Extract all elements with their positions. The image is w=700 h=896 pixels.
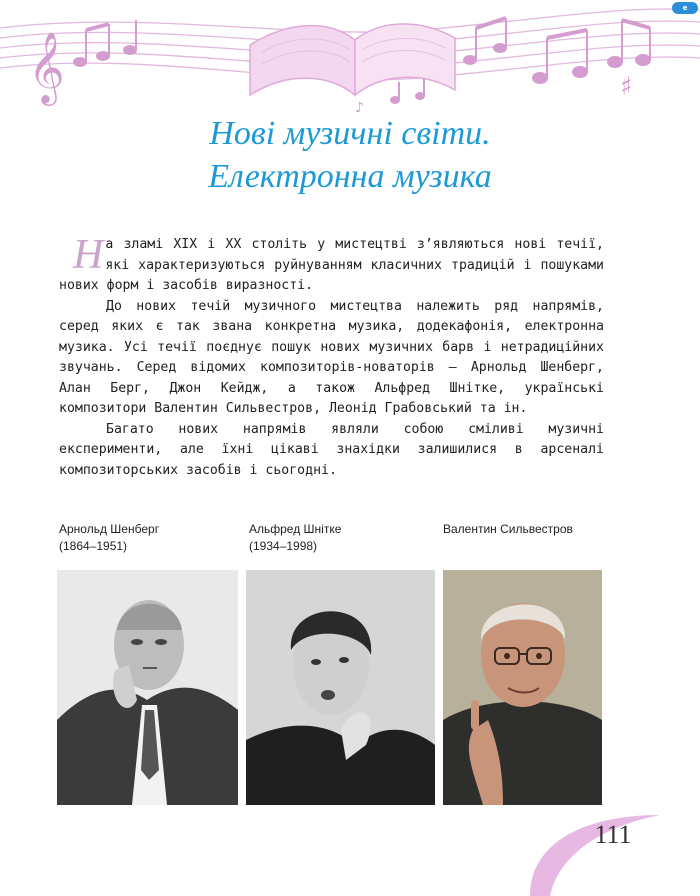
caption-name: Альфред Шнітке [249, 522, 342, 536]
caption-silvestrov [443, 521, 573, 538]
schnittke-portrait-photo [246, 570, 435, 805]
caption-name: Арнольд Шенберг [59, 522, 160, 536]
paragraph-2: До нових течій музичного мистецтва належить ряд напрямів, серед яких є так звана конкретна музика, додекафонія, електронна музика. Усі течії поєднує пошук нових музичних барв і нетрадиційних звучань. Серед відомих композиторів-новаторів — Арнольд Шенберг, Алан Берг, Джон Кейдж, а також Альфред Шнітке, українські композитори Валентин Сильвестров, Леонід Грабовський та ін. [59, 298, 604, 416]
music-staff-header-illustration [0, 0, 700, 125]
page-number: 111 [594, 820, 632, 849]
page-number-arc-decoration [520, 805, 700, 896]
svg-text:♯: ♯ [620, 72, 633, 102]
dropcap-letter: Н [73, 232, 104, 278]
schoenberg-portrait-photo [57, 570, 238, 805]
caption-schoenberg [59, 521, 159, 555]
page-title-line-1: Нові музичні світи. [209, 115, 491, 152]
caption-schnittke [249, 521, 341, 555]
page-title-line-2: Електронна музика [208, 158, 492, 195]
caption-years: (1864–1951) [59, 539, 128, 553]
publisher-logo: e [672, 2, 698, 14]
main-text [59, 232, 604, 481]
caption-years: (1934–1998) [249, 539, 318, 553]
paragraph-3: Багато нових напрямів являли собою сміливі музичні експерименти, але їхні цікаві знахідки залишилися в арсеналі композиторських засобів і сьогодні. [59, 421, 604, 478]
caption-name: Валентин Сильвестров [443, 522, 573, 536]
svg-text:𝄞: 𝄞 [28, 30, 65, 103]
silvestrov-portrait-photo [443, 570, 602, 805]
svg-text:♪: ♪ [355, 100, 364, 116]
paragraph-1: На зламі XIX і XX століть у мистецтві з’являються нові течії, які характеризуються руйнуванням класичних традицій і пошуками нових форм і засобів виразності. [59, 232, 604, 293]
